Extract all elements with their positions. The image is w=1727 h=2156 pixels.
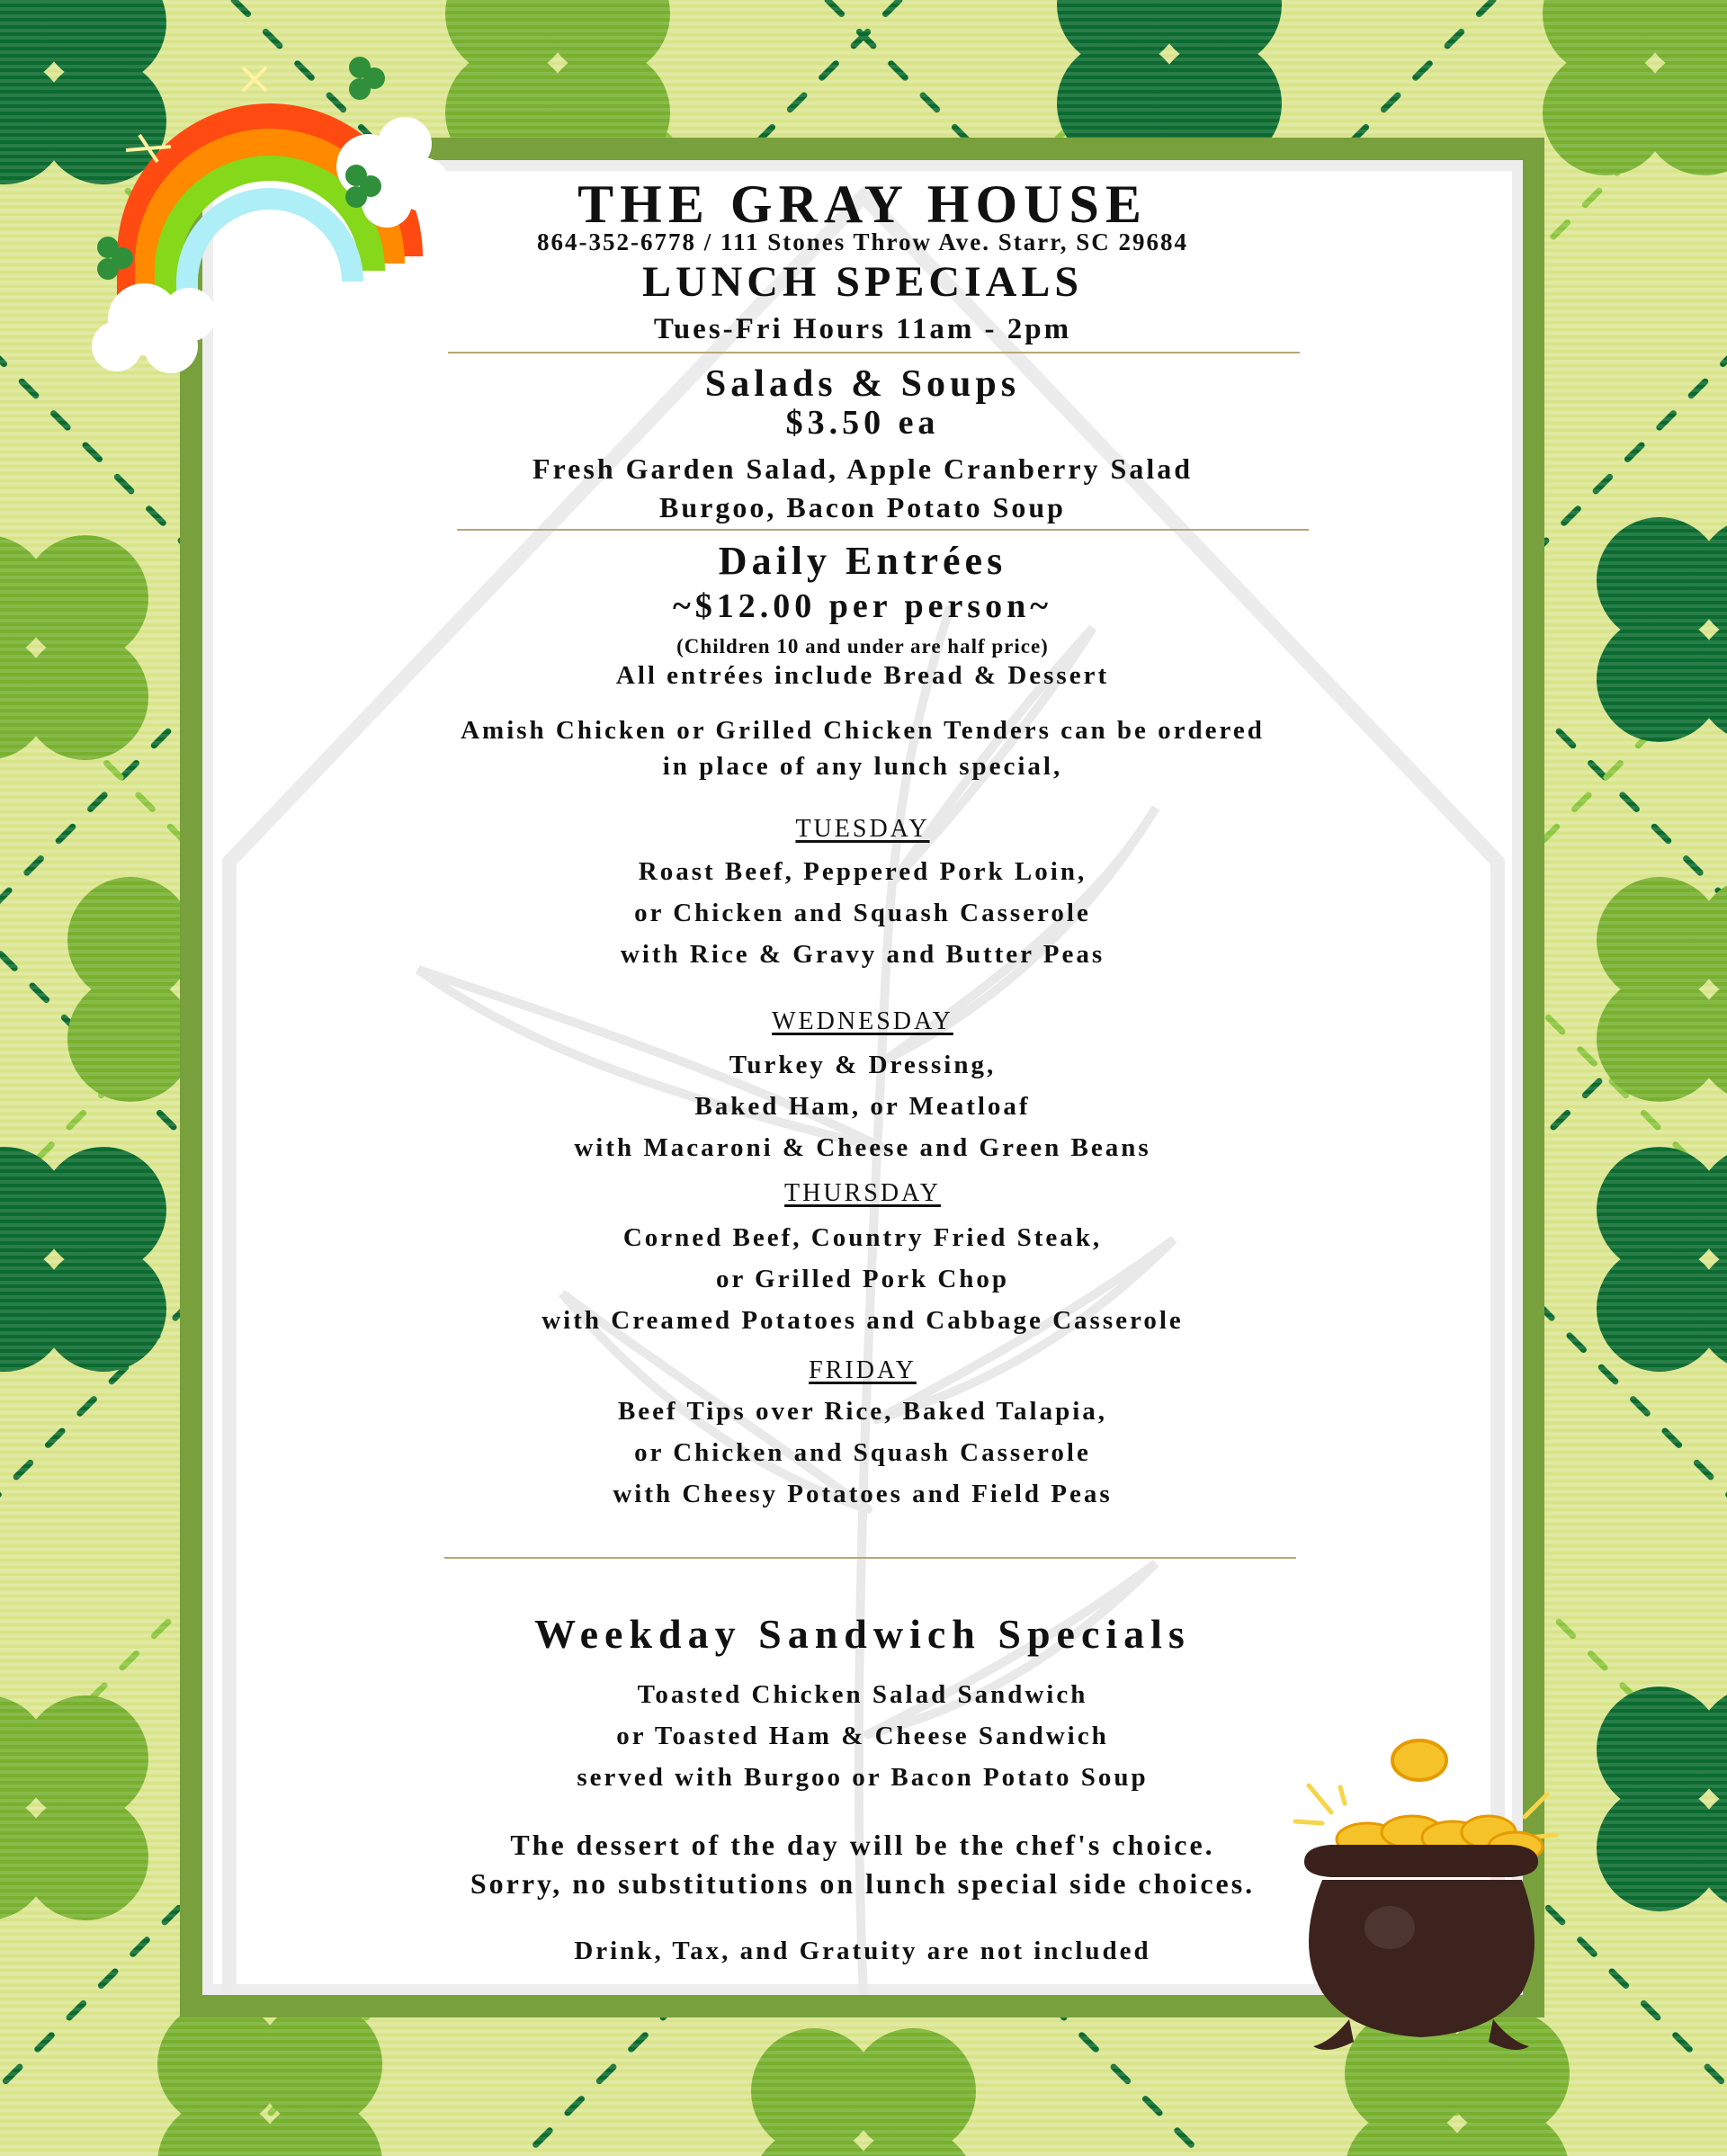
entrees-includes: All entrées include Bread & Dessert [615,661,1110,690]
wednesday-line-3: with Macaroni & Cheese and Green Beans [574,1133,1151,1162]
day-heading-tuesday: TUESDAY [795,815,930,843]
sandwich-line-2: or Toasted Ham & Cheese Sandwich [616,1722,1109,1750]
divider-entrees [444,1557,1296,1559]
divider-salads [457,529,1309,531]
tuesday-line-1: Roast Beef, Peppered Pork Loin, [638,857,1087,886]
tuesday-line-3: with Rice & Gravy and Butter Peas [620,940,1105,969]
thursday-line-2: or Grilled Pork Chop [715,1265,1010,1293]
day-heading-wednesday: WEDNESDAY [772,1007,953,1035]
menu-content [202,160,1523,1995]
not-included-note: Drink, Tax, and Gratuity are not included [574,1937,1151,1965]
sandwich-line-3: served with Burgoo or Bacon Potato Soup [577,1763,1149,1792]
pot-of-gold-icon [1286,1731,1583,2069]
entrees-price: ~$12.00 per person~ [673,587,1052,625]
friday-line-1: Beef Tips over Rice, Baked Talapia, [617,1397,1108,1426]
salads-line-2: Burgoo, Bacon Potato Soup [659,491,1066,523]
wednesday-line-2: Baked Ham, or Meatloaf [694,1092,1031,1121]
restaurant-name: THE GRAY HOUSE [577,174,1148,234]
tuesday-line-2: or Chicken and Squash Casserole [634,899,1091,927]
children-note: (Children 10 and under are half price) [676,635,1049,658]
sandwich-heading: Weekday Sandwich Specials [534,1611,1191,1657]
sandwich-line-1: Toasted Chicken Salad Sandwich [637,1680,1088,1709]
salads-soups-price: $3.50 ea [785,404,940,442]
friday-line-3: with Cheesy Potatoes and Field Peas [613,1480,1113,1508]
salads-soups-heading: Salads & Soups [704,363,1021,405]
hours: Tues-Fri Hours 11am - 2pm [653,313,1072,345]
restaurant-contact: 864-352-6778 / 111 Stones Throw Ave. Starr, SC 29684 [536,228,1189,255]
day-heading-friday: FRIDAY [809,1356,917,1384]
thursday-line-1: Corned Beef, Country Fried Steak, [622,1223,1103,1252]
entrees-heading: Daily Entrées [718,539,1007,583]
day-heading-thursday: THURSDAY [784,1179,941,1207]
substitution-line-2: in place of any lunch special, [662,752,1063,781]
substitution-note: Sorry, no substitutions on lunch special side choices. [470,1867,1256,1900]
menu-title: LUNCH SPECIALS [641,258,1084,306]
thursday-line-3: with Creamed Potatoes and Cabbage Casserole [541,1306,1184,1335]
salads-line-1: Fresh Garden Salad, Apple Cranberry Salad [532,452,1194,485]
rainbow-icon [90,49,486,373]
dessert-note: The dessert of the day will be the chef's choice. [510,1829,1215,1861]
divider-header [448,352,1300,353]
wednesday-line-1: Turkey & Dressing, [729,1051,997,1079]
substitution-line-1: Amish Chicken or Grilled Chicken Tenders can be ordered [461,716,1265,745]
friday-line-2: or Chicken and Squash Casserole [634,1438,1091,1467]
